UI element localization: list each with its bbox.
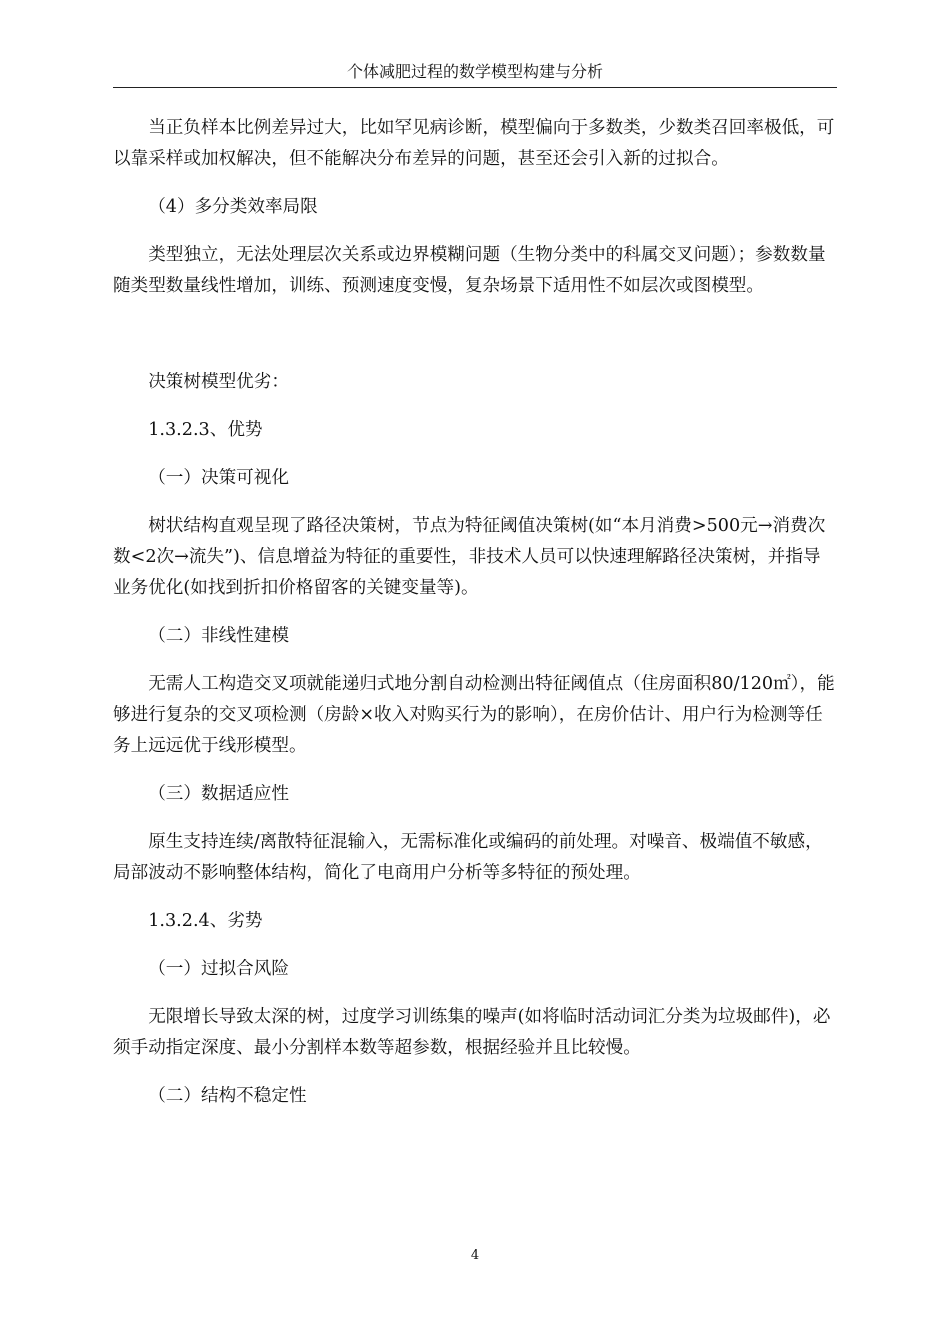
subsection-heading: （三）数据适应性 (148, 784, 289, 804)
subsection-heading: （二）非线性建模 (148, 626, 289, 646)
body-paragraph: 原生支持连续/离散特征混输入，无需标准化或编码的前处理。对噪音、极端值不敏感，局部波动不影响整体结构，简化了电商用户分析等多特征的预处理。 (113, 832, 823, 883)
header-rule (113, 87, 837, 88)
body-paragraph: 当正负样本比例差异过大，比如罕见病诊断，模型偏向于多数类，少数类召回率极低，可以靠采样或加权解决，但不能解决分布差异的问题，甚至还会引入新的过拟合。 (113, 118, 835, 169)
body-paragraph: 无需人工构造交叉项就能递归式地分割自动检测出特征阈值点（住房面积80/120㎡），能够进行复杂的交叉项检测（房龄×收入对购买行为的影响），在房价估计、用户行为检测等任务上远远优于线形模型。 (113, 674, 835, 756)
page-body (113, 113, 837, 1112)
subsection-heading: （二）结构不稳定性 (148, 1086, 307, 1106)
section-heading: 1.3.2.3、优势 (148, 420, 263, 440)
page-number: 4 (470, 1248, 480, 1263)
running-header: 个体减肥过程的数学模型构建与分析 (346, 62, 603, 81)
section-heading: 1.3.2.4、劣势 (148, 911, 263, 931)
section-heading: 决策树模型优劣： (148, 372, 289, 392)
body-paragraph: 树状结构直观呈现了路径决策树，节点为特征阈值决策树(如“本月消费>500元→消费次数<2次→流失”)、信息增益为特征的重要性，非技术人员可以快速理解路径决策树，并指导业务优化(如找到折扣价格留客的关键变量等)。 (113, 516, 826, 598)
body-paragraph: 类型独立，无法处理层次关系或边界模糊问题（生物分类中的科属交叉问题）；参数数量随类型数量线性增加，训练、预测速度变慢，复杂场景下适用性不如层次或图模型。 (113, 245, 826, 296)
body-paragraph: 无限增长导致太深的树，过度学习训练集的噪声(如将临时活动词汇分类为垃圾邮件)，必须手动指定深度、最小分割样本数等超参数，根据经验并且比较慢。 (113, 1007, 831, 1058)
subsection-heading: （4）多分类效率局限 (148, 197, 318, 217)
subsection-heading: （一）决策可视化 (148, 468, 289, 488)
subsection-heading: （一）过拟合风险 (148, 959, 289, 979)
